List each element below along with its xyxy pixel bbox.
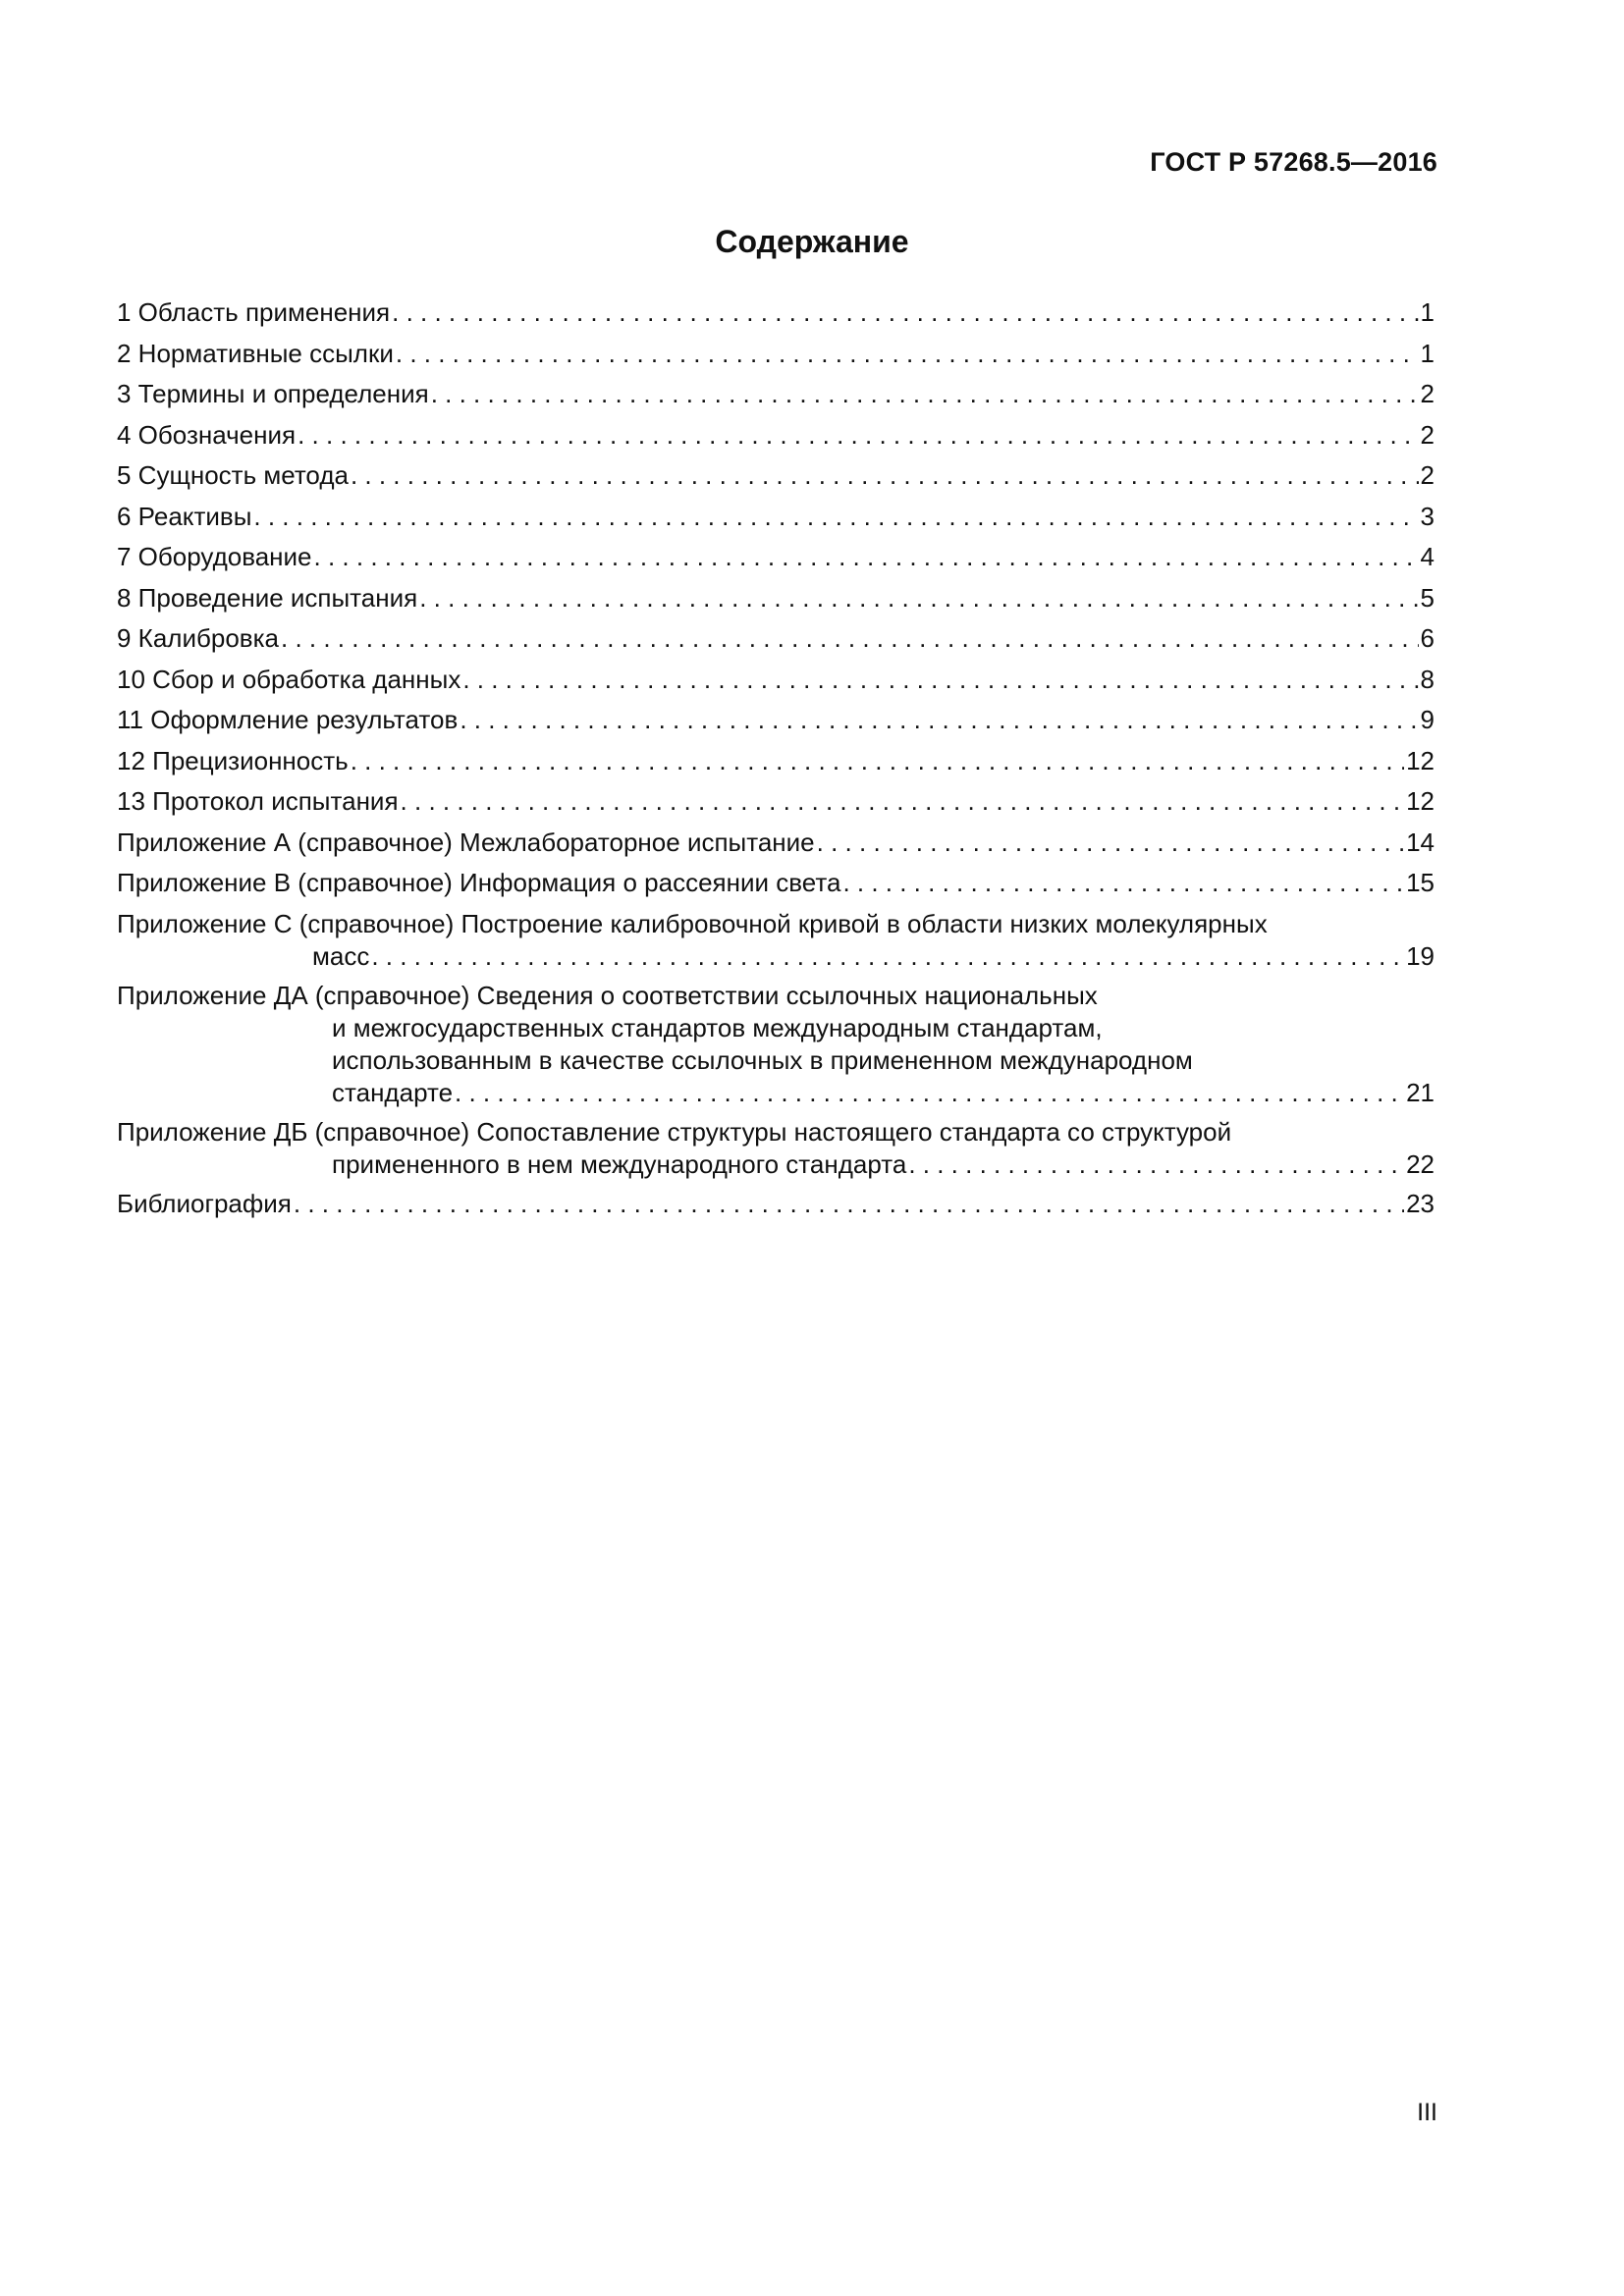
page-number: III	[1417, 2099, 1437, 2126]
toc-entry-page: 4	[1420, 542, 1435, 571]
leader-dots	[314, 537, 1419, 578]
toc-entry-label: 9 Калибровка	[117, 623, 280, 653]
toc-entry-label: 6 Реактивы	[117, 501, 252, 531]
toc-entry-label-continued: примененного в нем международного стандарта	[332, 1148, 907, 1179]
toc-entry-page: 22	[1406, 1148, 1435, 1179]
toc-entry-label: 8 Проведение испытания	[117, 582, 418, 613]
toc-entry-appendix-da[interactable]	[117, 976, 1435, 1112]
toc-entry[interactable]	[117, 334, 1435, 375]
toc-entry-label: 10 Сбор и обработка данных	[117, 664, 461, 694]
toc-entry-label-continued: стандарте	[332, 1077, 454, 1107]
toc-entry-appendix-c[interactable]	[117, 904, 1435, 976]
toc-entry-label: 13 Протокол испытания	[117, 786, 399, 816]
toc-entry-page: 1	[1420, 338, 1435, 368]
toc-entry-page: 2	[1420, 379, 1435, 408]
leader-dots	[281, 618, 1419, 660]
toc-entry-page: 2	[1420, 419, 1435, 450]
leader-dots	[431, 374, 1419, 415]
toc-entry-page: 6	[1420, 623, 1435, 653]
leader-dots	[401, 781, 1405, 823]
toc-entry-label: 1 Область применения	[117, 297, 391, 327]
toc-entry-page: 12	[1406, 786, 1435, 816]
leader-dots	[455, 1077, 1404, 1109]
toc-entry[interactable]	[117, 741, 1435, 782]
toc-entry-bibliography[interactable]	[117, 1184, 1435, 1225]
toc-entry-label: 7 Оборудование	[117, 542, 312, 571]
toc-entry-page: 3	[1420, 501, 1435, 531]
toc-entry[interactable]	[117, 293, 1435, 334]
toc-entry-label: Приложение А (справочное) Межлабораторное испытание	[117, 827, 815, 857]
toc-entry-label: 11 Оформление результатов	[117, 705, 459, 734]
leader-dots	[842, 863, 1404, 904]
toc-entry-label-continued: использованным в качестве ссылочных в примененном международном	[332, 1044, 1193, 1075]
toc-entry-label: 2 Нормативные ссылки	[117, 338, 394, 368]
toc-entry-page: 8	[1420, 664, 1435, 694]
toc-entry[interactable]	[117, 415, 1435, 456]
toc-entry-page: 1	[1420, 297, 1435, 327]
table-of-contents	[117, 293, 1435, 1224]
toc-entry-page: 14	[1406, 827, 1435, 857]
leader-dots	[371, 940, 1404, 973]
leader-dots	[351, 455, 1419, 497]
leader-dots	[351, 741, 1404, 782]
leader-dots	[817, 823, 1404, 864]
leader-dots	[419, 578, 1418, 619]
leader-dots	[908, 1148, 1404, 1181]
toc-entry[interactable]	[117, 863, 1435, 904]
toc-entry-page: 5	[1420, 582, 1435, 613]
toc-entry-label: Приложение ДА (справочное) Сведения о соответствии ссылочных национальных	[117, 980, 1098, 1010]
toc-entry[interactable]	[117, 497, 1435, 538]
toc-entry-appendix-db[interactable]	[117, 1112, 1435, 1184]
leader-dots	[460, 700, 1418, 741]
toc-entry[interactable]	[117, 374, 1435, 415]
leader-dots	[392, 293, 1418, 334]
toc-entry[interactable]	[117, 618, 1435, 660]
toc-entry-page: 19	[1406, 940, 1435, 971]
leader-dots	[294, 1184, 1404, 1225]
toc-entry[interactable]	[117, 537, 1435, 578]
toc-title: Содержание	[715, 224, 909, 259]
toc-entry-label: Приложение ДБ (справочное) Сопоставление структуры настоящего стандарта со структурой	[117, 1116, 1232, 1147]
leader-dots	[298, 415, 1418, 456]
toc-entry[interactable]	[117, 781, 1435, 823]
toc-entry[interactable]	[117, 455, 1435, 497]
toc-entry-page: 12	[1406, 745, 1435, 775]
toc-entry[interactable]	[117, 578, 1435, 619]
leader-dots	[396, 334, 1419, 375]
toc-entry[interactable]	[117, 823, 1435, 864]
toc-entry-label: 12 Прецизионность	[117, 745, 349, 775]
toc-entry-page: 23	[1406, 1188, 1435, 1218]
toc-entry-label: Библиография	[117, 1188, 292, 1218]
toc-entry-page: 15	[1406, 868, 1435, 897]
toc-entry-page: 9	[1420, 705, 1435, 734]
leader-dots	[253, 497, 1418, 538]
toc-entry[interactable]	[117, 700, 1435, 741]
toc-entry-label-continued: масс	[312, 940, 370, 971]
toc-entry-label-continued: и межгосударственных стандартов международным стандартам,	[332, 1012, 1103, 1042]
toc-entry-label: 3 Термины и определения	[117, 379, 429, 408]
toc-entry-page: 21	[1406, 1077, 1435, 1107]
toc-entry-label: Приложение С (справочное) Построение калибровочной кривой в области низких молекулярных	[117, 908, 1268, 938]
toc-entry-label: 5 Сущность метода	[117, 460, 349, 490]
toc-entry-label: 4 Обозначения	[117, 419, 297, 450]
toc-entry-page: 2	[1420, 460, 1435, 490]
toc-entry-label: Приложение В (справочное) Информация о рассеянии света	[117, 868, 841, 897]
document-code: ГОСТ Р 57268.5—2016	[1150, 147, 1437, 177]
toc-entry[interactable]	[117, 660, 1435, 701]
leader-dots	[462, 660, 1418, 701]
